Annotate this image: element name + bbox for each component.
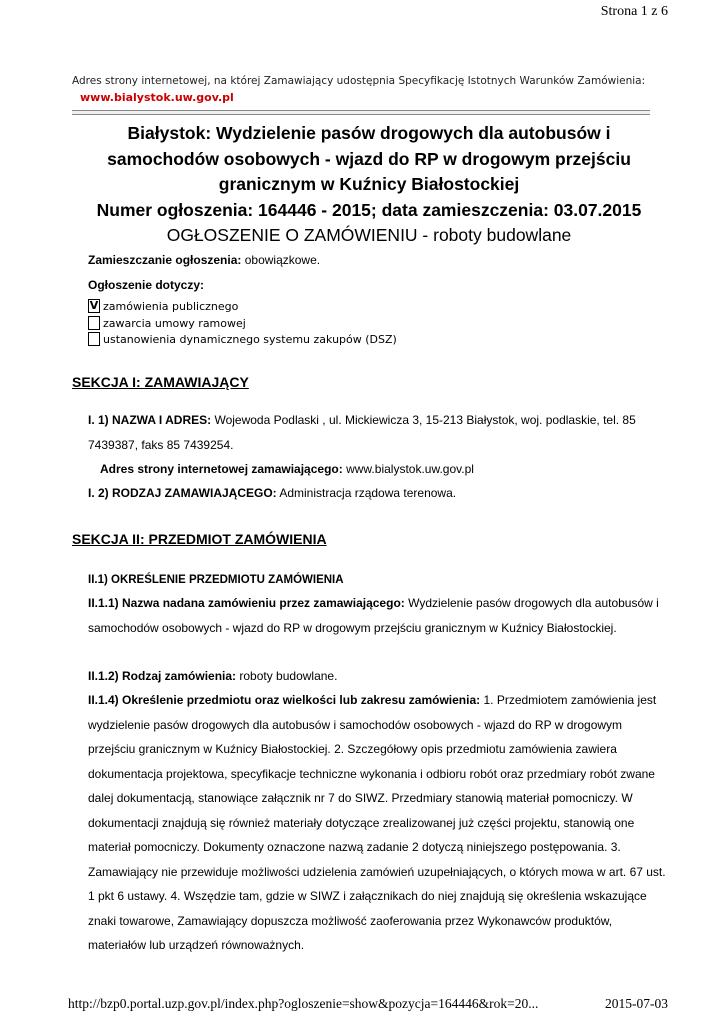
option-dynamic-purchasing — [88, 332, 397, 346]
option-framework-agreement — [88, 316, 246, 330]
contract-type — [88, 664, 668, 689]
section-1-heading: SEKCJA I: ZAMAWIAJĄCY — [72, 374, 249, 390]
contracting-authority-website — [100, 457, 680, 482]
checkbox-dynamic-purchasing — [88, 332, 100, 346]
section-2-heading: SEKCJA II: PRZEDMIOT ZAMÓWIENIA — [72, 531, 327, 547]
authority-type-value: Administracja rządowa terenowa. — [279, 486, 457, 500]
publication-label: Zamieszczanie ogłoszenia: — [88, 253, 242, 267]
checkbox-framework-agreement — [88, 316, 100, 330]
announcement-type: OGŁOSZENIE O ZAMÓWIENIU - roboty budowlane — [166, 225, 572, 245]
siwz-address-label: Adres strony internetowej, na której Zamawiający udostępnia Specyfikację Istotnych Warunków Zamówienia: — [72, 75, 646, 87]
contract-scope — [88, 688, 668, 958]
contract-type-value: roboty budowlane. — [239, 669, 338, 683]
concerns-label: Ogłoszenie dotyczy: — [88, 278, 205, 292]
title-line-3: granicznym w Kuźnicy Białostockiej — [218, 174, 520, 194]
footer-date: 2015-07-03 — [605, 996, 668, 1011]
siwz-address-link[interactable]: www.bialystok.uw.gov.pl — [80, 91, 234, 104]
subject-definition-heading: II.1) OKREŚLENIE PRZEDMIOTU ZAMÓWIENIA — [88, 574, 344, 586]
name-address-label: I. 1) NAZWA I ADRES: — [88, 413, 212, 427]
option-label: ustanowienia dynamicznego systemu zakupów (DSZ) — [103, 332, 397, 346]
contract-name — [88, 591, 668, 640]
contract-scope-label: II.1.4) Określenie przedmiotu oraz wielkości lub zakresu zamówienia: — [88, 693, 481, 707]
authority-type-label: I. 2) RODZAJ ZAMAWIAJĄCEGO: — [88, 486, 277, 500]
name-address-value: Wojewoda Podlaski , ul. Mickiewicza 3, 15-213 Białystok, woj. podlaskie, tel. 85 7439387, faks 85 7439254. — [88, 413, 636, 452]
contract-name-label: II.1.1) Nazwa nadana zamówieniu przez zamawiającego: — [88, 596, 405, 610]
website-label: Adres strony internetowej zamawiającego: — [100, 462, 343, 476]
publication-value: obowiązkowe. — [244, 253, 321, 267]
page-number: Strona 1 z 6 — [600, 4, 668, 19]
publication-mode — [88, 253, 320, 267]
title-line-1: Białystok: Wydzielenie pasów drogowych dla autobusów i — [127, 123, 611, 143]
contracting-authority-name-address — [88, 408, 668, 457]
contract-type-label: II.1.2) Rodzaj zamówienia: — [88, 669, 237, 683]
footer-url: http://bzp0.portal.uzp.gov.pl/index.php?ogloszenie=show&pozycja=164446&rok=20... — [68, 996, 539, 1011]
option-label: zamówienia publicznego — [103, 299, 239, 313]
checkbox-public-contract: V — [89, 299, 99, 312]
header-divider — [72, 110, 650, 115]
title-line-2: samochodów osobowych - wjazd do RP w drogowym przejściu — [107, 149, 631, 169]
option-public-contract — [88, 299, 238, 313]
contract-name-value: Wydzielenie pasów drogowych dla autobusów i samochodów osobowych - wjazd do RP w drogowym przejściu granicznym w Kuźnicy Białostockiej. — [88, 596, 659, 635]
announcement-number: Numer ogłoszenia: 164446 - 2015; data zamieszczenia: 03.07.2015 — [96, 200, 642, 220]
contract-scope-value: 1. Przedmiotem zamówienia jest wydzielenie pasów drogowych dla autobusów i samochodów osobowych - wjazd do RP w drogowym przejściu granicznym w Kuźnicy Białostockiej. 2. Szczegółowy opis przedmiotu zamówienia zawiera dokumentacja projektowa, specyfikacje techniczne wykonania i odbioru robót oraz przedmiary robót zwane dalej dokumentacją, stanowiące załącznik nr 7 do SIWZ. Przedmiary stanowią materiał pomocniczy. W dokumentacji znajdują się również materiały dotyczące zrealizowanej już części projektu, stanowią one materiał pomocniczy. Dokumenty oznaczone nazwą zadanie 2 dotyczą niniejszego postępowania. 3. Zamawiający nie przewiduje możliwości udzielenia zamówień uzupełniających, o których mowa w art. 67 ust. 1 pkt 6 ustawy. 4. Wszędzie tam, gdzie w SIWZ i załącznikach do niej znajdują się określenia wskazujące znaki towarowe, Zamawiający dopuszcza możliwość zaoferowania przez Wykonawców produktów, materiałów lub urządzeń równoważnych. — [88, 693, 666, 952]
contracting-authority-type — [88, 481, 668, 506]
website-value: www.bialystok.uw.gov.pl — [346, 462, 474, 476]
option-label: zawarcia umowy ramowej — [103, 316, 246, 330]
